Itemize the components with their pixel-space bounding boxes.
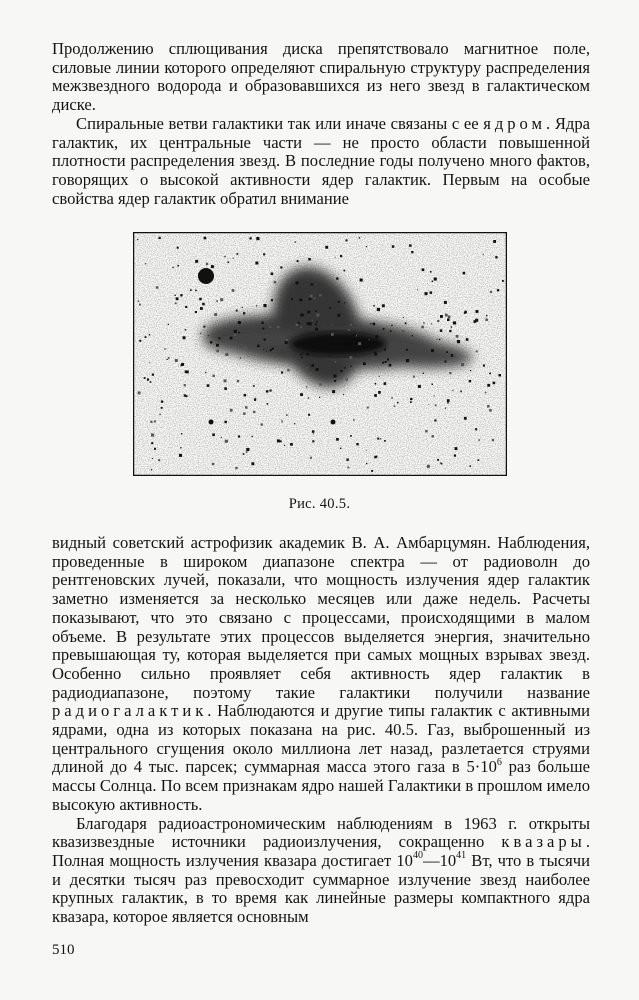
paragraph-4: Благодаря радиоастрономическим наблюдениям в 1963 г. открыты квазизвездные источники радиоизлучения, сокращенно квазары. Полная мощность излучения квазара достигает $10^{40}—10^{41}$ Вт, что в тысячи и десятки тысяч раз превосходит суммарное излучение звезд наиболее крупных галактик, в то время как линейные размеры компактного ядра квазара, которое является основным xyxy=(52,813,590,927)
page-number: 510 xyxy=(52,942,75,958)
paragraph-2: Спиральные ветви галактики так или иначе связаны с ее ядром. Ядра галактик, их центральные части — не просто области повышенной плотности распределения звезд. В последние годы получено много фактов, говорящих о высокой активности ядер галактик. Первым на особые свойства ядер галактик обратил внимание xyxy=(52,113,590,208)
paragraph-3: видный советский астрофизик академик В. А. Амбарцумян. Наблюдения, проведенные в широком диапазоне спектра — от радиоволн до рентгеновских лучей, показали, что мощность излучения ядер галактик заметно изменяется за несколько месяцев или даже недель. Расчеты показывают, что это связано с процессами, происходящими в малом объеме. В результате этих процессов выделяется энергия, значительно превышающая ту, которая выделяется при самых мощных взрывах звезд. Особенно сильно проявляет себя активность ядер галактик в радиодиапазоне, поэтому такие галактики получили название радиогалактик. Наблюдаются и другие типы галактик с активными ядрами, одна из которых показана на рис. 40.5. Газ, выброшенный из центрального сгущения около миллиона лет назад, разлетается струями длиной до 4 тыс. парсек; суммарная масса этого газа в $5\cdot 10^6$ раз больше массы Солнца. По всем признакам ядро нашей Галактики в прошлом имело высокую активность. xyxy=(52,533,590,814)
term-core: ядром xyxy=(483,113,547,133)
term-radiogalaxies: радиогалактик xyxy=(52,701,208,721)
galaxy-image xyxy=(133,232,507,476)
figure-40-5 xyxy=(133,232,507,476)
text-block-top xyxy=(52,40,590,208)
figure-caption: Рис. 40.5. xyxy=(288,496,351,512)
term-quasars: квазары xyxy=(501,832,586,852)
bright-star xyxy=(198,268,214,284)
text-block-bottom xyxy=(52,534,590,927)
paragraph-1: Продолжению сплющивания диска препятствовало магнитное поле, силовые линии которого определяют спиральную структуру распределения межзвездного водорода и образовавшихся из него звезд в галактическом диске. xyxy=(52,39,590,115)
